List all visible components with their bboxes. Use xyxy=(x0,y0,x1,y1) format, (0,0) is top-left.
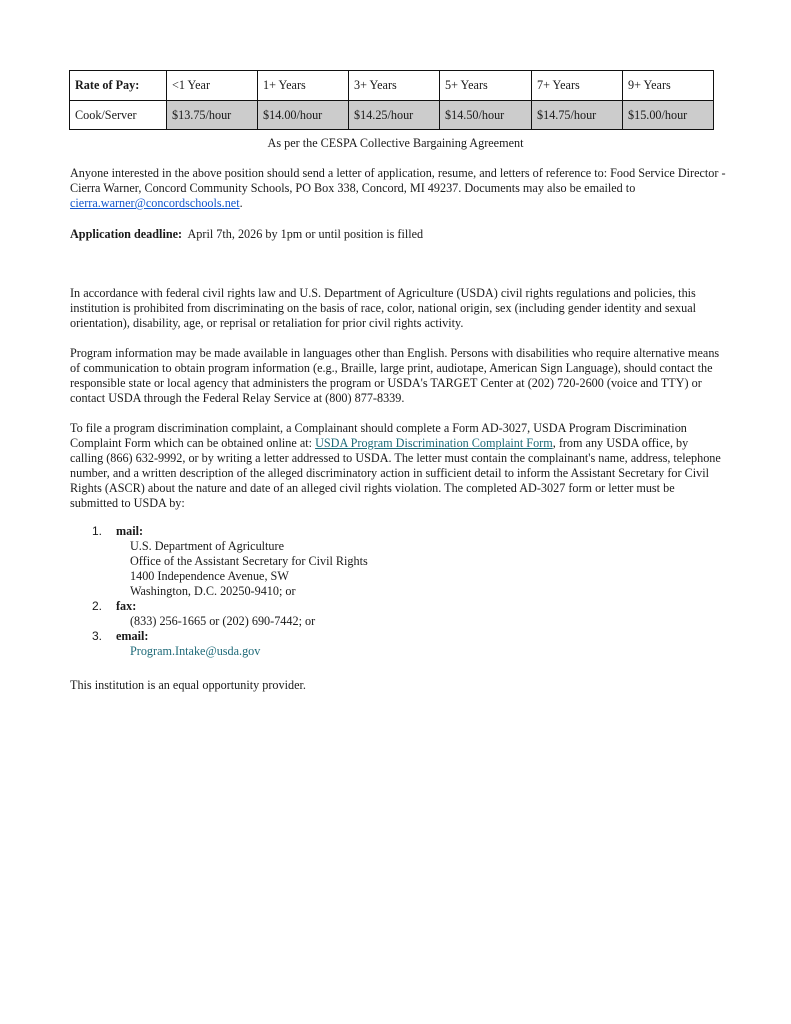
address-line: Washington, D.C. 20250-9410; or xyxy=(130,584,296,598)
table-cell-position: Cook/Server xyxy=(70,101,167,130)
table-header-cell: 9+ Years xyxy=(623,71,714,101)
list-item-email xyxy=(70,629,730,644)
mail-address xyxy=(70,539,730,599)
mail-label: mail: xyxy=(116,524,144,538)
table-row xyxy=(70,101,714,130)
table-cell-rate: $14.75/hour xyxy=(532,101,623,130)
application-instructions xyxy=(70,166,732,211)
table-header-row xyxy=(70,71,714,101)
complaint-instructions xyxy=(70,421,722,511)
equal-opportunity-statement: This institution is an equal opportunity provider. xyxy=(70,678,306,692)
complaint-form-link[interactable]: USDA Program Discrimination Complaint Form xyxy=(315,436,553,450)
application-text: Anyone interested in the above position should send a letter of application, resume, and letters of reference to: Food Service Director - Cierra Warner, Concord Community Schools, PO Box 338, Concord, MI 49237. Documents may also be emailed to xyxy=(70,166,726,195)
table-header-cell: 1+ Years xyxy=(258,71,349,101)
contact-email-link[interactable]: cierra.warner@concordschools.net xyxy=(70,196,240,210)
table-header-cell: 3+ Years xyxy=(349,71,440,101)
program-information: Program information may be made available in languages other than English. Persons with disabilities who require alternative means of communication to obtain program information (e.g., Braille, large print, audiotape, American Sign Language), should contact the responsible state or local agency that administers the program or USDA's TARGET Center at (202) 720-2600 (voice and TTY) or contact USDA through the Federal Relay Service at (800) 877-8339. xyxy=(70,346,720,405)
table-cell-rate: $14.50/hour xyxy=(440,101,532,130)
table-header-cell: Rate of Pay: xyxy=(70,71,167,101)
table-header-cell: <1 Year xyxy=(167,71,258,101)
table-header-cell: 7+ Years xyxy=(532,71,623,101)
address-line: 1400 Independence Avenue, SW xyxy=(130,569,289,583)
fax-label: fax: xyxy=(116,599,137,613)
address-line: U.S. Department of Agriculture xyxy=(130,539,284,553)
civil-rights-statement: In accordance with federal civil rights law and U.S. Department of Agriculture (USDA) civil rights regulations and policies, this institution is prohibited from discriminating on the basis of race, color, national origin, sex (including gender identity and sexual orientation), disability, age, or reprisal or retaliation for prior civil rights activity. xyxy=(70,286,697,330)
address-line: Office of the Assistant Secretary for Civil Rights xyxy=(130,554,368,568)
list-number: 2. xyxy=(92,599,103,613)
table-caption: As per the CESPA Collective Bargaining Agreement xyxy=(267,136,524,150)
deadline-value: April 7th, 2026 by 1pm or until position is filled xyxy=(182,227,424,241)
deadline-label: Application deadline: xyxy=(70,227,183,241)
submission-methods-list xyxy=(70,524,730,659)
pay-rate-table xyxy=(69,70,714,130)
list-number: 3. xyxy=(92,629,103,643)
table-header-cell: 5+ Years xyxy=(440,71,532,101)
table-cell-rate: $15.00/hour xyxy=(623,101,714,130)
complaint-text: To file a program discrimination complaint, a Complainant should complete a Form AD-3027, USDA Program Discrimination Complaint Form which can be obtained online at: xyxy=(70,421,687,450)
table-cell-rate: $14.00/hour xyxy=(258,101,349,130)
table-cell-rate: $13.75/hour xyxy=(167,101,258,130)
application-deadline xyxy=(70,227,732,242)
list-number: 1. xyxy=(92,524,103,538)
table-cell-rate: $14.25/hour xyxy=(349,101,440,130)
fax-numbers: (833) 256-1665 or (202) 690-7442; or xyxy=(130,614,316,628)
list-item-fax xyxy=(70,599,730,614)
email-address xyxy=(70,644,730,659)
application-text-end: . xyxy=(239,196,243,210)
complaint-text-rest: , from any USDA office, by calling (866) 632-9992, or by writing a letter addressed to USDA. The letter must contain the complainant's name, address, telephone number, and a written description of the alleged discriminatory action in sufficient detail to inform the Assistant Secretary for Civil Rights (ASCR) about the nature and date of an alleged civil rights violation. The completed AD-3027 form or letter must be submitted to USDA by: xyxy=(70,436,721,510)
list-item-mail xyxy=(70,524,730,539)
email-label: email: xyxy=(116,629,149,643)
program-intake-email-link[interactable]: Program.Intake@usda.gov xyxy=(130,644,261,658)
